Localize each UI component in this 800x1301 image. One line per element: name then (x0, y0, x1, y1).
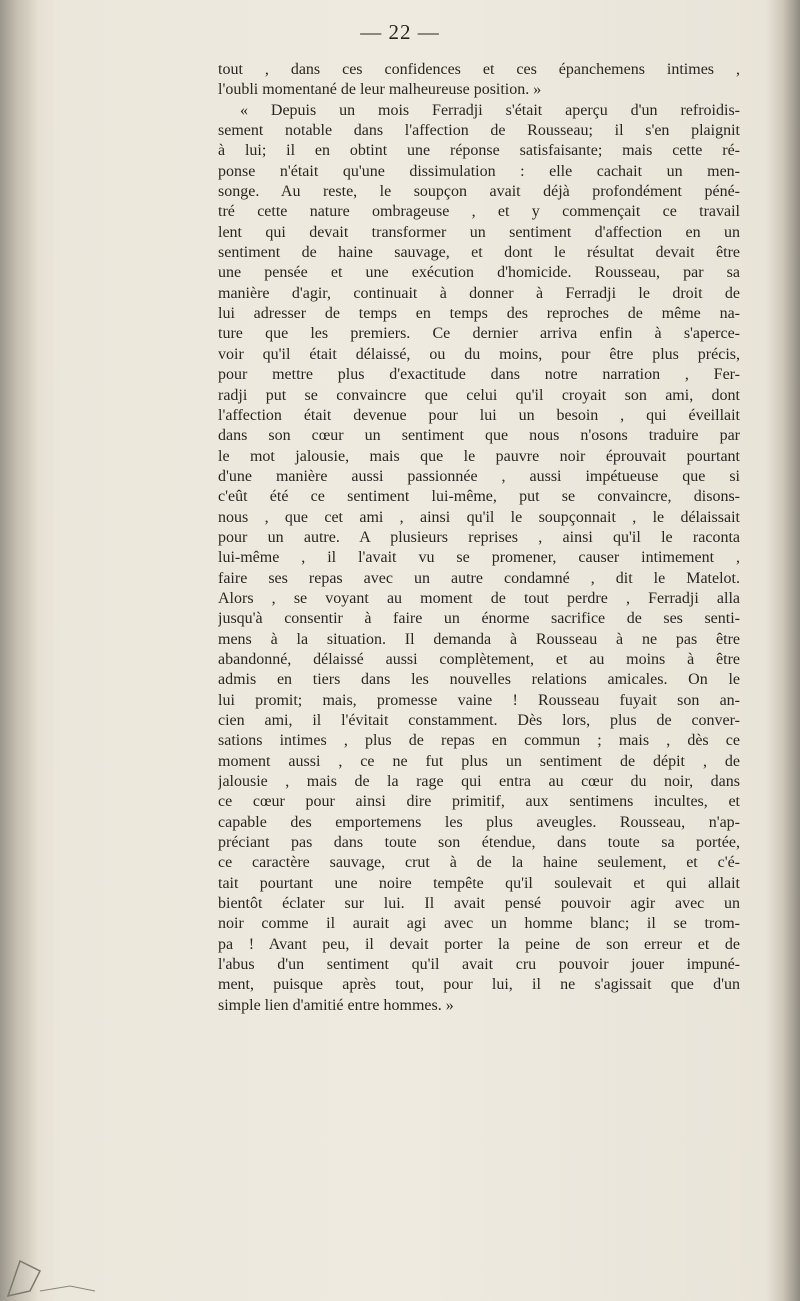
text-line: l'abus d'un sentiment qu'il avait cru pouvoir jouer impuné- (218, 956, 740, 974)
text-line: ture que les premiers. Ce dernier arriva enfin à s'aperce- (218, 325, 740, 343)
text-line: Alors , se voyant au moment de tout perdre , Ferradji alla (218, 589, 740, 607)
text-line: noir comme il aurait agi avec un homme blanc; il se trom- (218, 915, 740, 933)
text-line: sentiment de haine sauvage, et dont le résultat devait être (218, 244, 740, 262)
text-line: dans son cœur un sentiment que nous n'osons traduire par (218, 427, 740, 445)
page-corner-scribble (0, 1241, 120, 1301)
text-body (218, 60, 740, 1016)
text-line: songe. Au reste, le soupçon avait déjà profondément péné- (218, 183, 740, 201)
text-line: bientôt éclater sur lui. Il avait pensé pouvoir agir avec un (218, 895, 740, 913)
text-line: radji put se convaincre que celui qu'il croyait son ami, dont (218, 386, 740, 404)
text-line: ce cœur pour ainsi dire primitif, aux sentimens incultes, et (218, 793, 740, 811)
text-line: capable des emportemens les plus aveugles. Rousseau, n'ap- (218, 813, 740, 831)
text-line: à lui; il en obtint une réponse satisfaisante; mais cette ré- (218, 142, 740, 160)
text-line: simple lien d'amitié entre hommes. » (218, 996, 454, 1014)
text-line: sement notable dans l'affection de Rousseau; il s'en plaignit (218, 122, 740, 140)
text-line: pour mettre plus d'exactitude dans notre narration , Fer- (218, 366, 740, 384)
text-line: lui adresser de temps en temps des reproches de même na- (218, 305, 740, 323)
text-line: tout , dans ces confidences et ces épanchemens intimes , (218, 61, 740, 78)
text-line: pa ! Avant peu, il devait porter la peine de son erreur et de (218, 935, 740, 953)
text-line: l'oubli momentané de leur malheureuse position. » (218, 81, 542, 99)
text-line: c'eût été ce sentiment lui-même, put se convaincre, disons- (218, 488, 740, 506)
text-line: tré cette nature ombrageuse , et y commençait ce travail (218, 203, 740, 221)
text-line: manière d'agir, continuait à donner à Ferradji le droit de (218, 284, 740, 302)
text-line: « Depuis un mois Ferradji s'était aperçu d'un refroidis- (240, 101, 740, 119)
text-line: d'une manière aussi passionnée , aussi impétueuse que si (218, 467, 740, 485)
text-line: faire ses repas avec un autre condamné , dit le Matelot. (218, 569, 740, 587)
text-line: préciant pas dans toute son étendue, dans toute sa portée, (218, 834, 740, 852)
text-line: mens à la situation. Il demanda à Rousseau à ne pas être (218, 630, 740, 648)
text-line: nous , que cet ami , ainsi qu'il le soupçonnait , le délaissait (218, 508, 740, 526)
text-line: lui-même , il l'avait vu se promener, causer intimement , (218, 549, 740, 567)
text-line: sations intimes , plus de repas en commun ; mais , dès ce (218, 732, 740, 750)
text-line: lent qui devait transformer un sentiment d'affection en un (218, 223, 740, 241)
text-line: abandonné, délaissé aussi complètement, et au moins à être (218, 650, 740, 668)
page-binding-shadow (0, 0, 38, 1301)
text-line: l'affection était devenue pour lui un besoin , qui éveillait (218, 406, 740, 424)
text-line: cien ami, il l'évitait constamment. Dès lors, plus de conver- (218, 712, 740, 729)
text-line: pour un autre. A plusieurs reprises , ainsi qu'il le raconta (218, 528, 740, 546)
text-line: jalousie , mais de la rage qui entra au cœur du noir, dans (218, 773, 740, 791)
text-line: jusqu'à consentir à faire un énorme sacrifice de ses senti- (218, 610, 740, 628)
text-line: admis en tiers dans les nouvelles relations amicales. On le (218, 671, 740, 689)
text-line: ment, puisque après tout, pour lui, il ne s'agissait que d'un (218, 976, 740, 994)
text-line: le mot jalousie, mais que le pauvre noir éprouvait pourtant (218, 447, 740, 465)
page-edge-shadow (766, 0, 800, 1301)
text-line: tait pourtant une noire tempête qu'il soulevait et qui allait (218, 874, 740, 892)
text-line: moment aussi , ce ne fut plus un sentiment de dépit , de (218, 752, 740, 770)
text-line: ponse n'était qu'une dissimulation : elle cachait un men- (218, 162, 740, 180)
text-line: voir qu'il était délaissé, ou du moins, pour être plus précis, (218, 345, 740, 363)
page-number: — 22 — (360, 20, 440, 44)
text-line: lui promit; mais, promesse vaine ! Rousseau fuyait son an- (218, 691, 740, 709)
text-line: ce caractère sauvage, crut à de la haine seulement, et c'é- (218, 854, 740, 872)
text-line: une pensée et une exécution d'homicide. Rousseau, par sa (218, 264, 740, 282)
